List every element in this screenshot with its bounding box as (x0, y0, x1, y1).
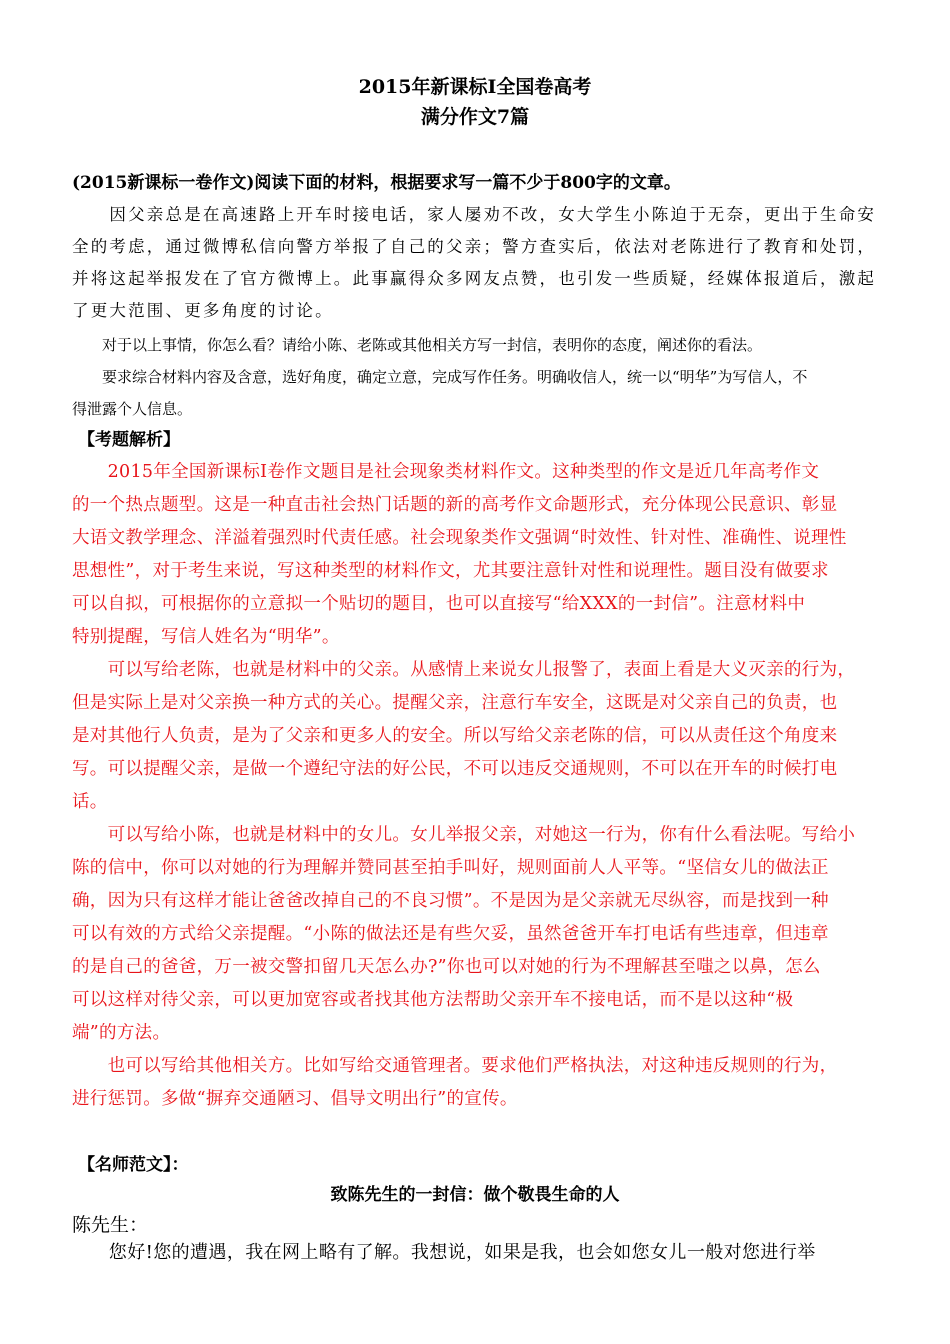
analysis-heading: 【考题解析】 (78, 430, 180, 450)
analysis-line: 写。可以提醒父亲，是做一个遵纪守法的好公民，不可以违反交通规则，不可以在开车的时候打电 (72, 759, 838, 779)
analysis-line: 话。 (72, 792, 108, 812)
analysis-line: 大语文教学理念、洋溢着强烈时代责任感。社会现象类作文强调“时效性、针对性、准确性、说理性 (72, 528, 847, 548)
essay-first-line: 您好!您的遭遇，我在网上略有了解。我想说，如果是我，也会如您女儿一般对您进行举 (72, 1242, 816, 1263)
prompt-question: 对于以上事情，你怎么看？请给小陈、老陈或其他相关方写一封信，表明你的态度，阐述你的看法。 (72, 336, 763, 354)
prompt-heading: (2015新课标一卷作文)阅读下面的材料，根据要求写一篇不少于800字的文章。 (72, 173, 681, 193)
prompt-requirement-line: 得泄露个人信息。 (72, 400, 193, 418)
prompt-requirement-line: 要求综合材料内容及含意，选好角度，确定立意，完成写作任务。明确收信人，统一以“明华”为写信人，不 (72, 368, 808, 386)
analysis-line: 的是自己的爸爸，万一被交警扣留几天怎么办?”你也可以对她的行为不理解甚至嗤之以鼻，怎么 (72, 957, 821, 977)
analysis-line: 但是实际上是对父亲换一种方式的关心。提醒父亲，注意行车安全，这既是对父亲自己的负责，也 (72, 693, 838, 713)
essay-heading: 【名师范文】： (78, 1155, 189, 1175)
analysis-line: 端”的方法。 (72, 1023, 171, 1043)
material-line: 了更大范围、更多角度的讨论。 (72, 301, 334, 320)
analysis-line: 思想性”，对于考生来说，写这种类型的材料作文，尤其要注意针对性和说理性。题目没有做要求 (72, 561, 829, 581)
document-title-line1: 2015年新课标I全国卷高考 (358, 76, 592, 98)
document-title-line2: 满分作文7篇 (420, 106, 530, 128)
analysis-line: 的一个热点题型。这是一种直击社会热门话题的新的高考作文命题形式，充分体现公民意识、彰显 (72, 495, 838, 515)
analysis-line: 可以这样对待父亲，可以更加宽容或者找其他方法帮助父亲开车不接电话，而不是以这种“极 (72, 990, 794, 1010)
analysis-line: 也可以写给其他相关方。比如写给交通管理者。要求他们严格执法，对这种违反规则的行为， (72, 1056, 838, 1076)
analysis-line: 可以写给小陈，也就是材料中的女儿。女儿举报父亲，对她这一行为，你有什么看法呢。写给小 (72, 825, 856, 845)
analysis-line: 2015年全国新课标I卷作文题目是社会现象类材料作文。这种类型的作文是近几年高考作文 (72, 462, 820, 482)
analysis-line: 是对其他行人负责，是为了父亲和更多人的安全。所以写给父亲老陈的信，可以从责任这个角度来 (72, 726, 838, 746)
material-line: 并将这起举报发在了官方微博上。此事赢得众多网友点赞，也引发一些质疑，经媒体报道后，激起 (72, 269, 877, 288)
material-line: 因父亲总是在高速路上开车时接电话，家人屡劝不改，女大学生小陈迫于无奈，更出于生命安 (72, 205, 877, 224)
essay-title: 致陈先生的一封信：做个敬畏生命的人 (330, 1185, 620, 1205)
analysis-line: 可以有效的方式给父亲提醒。“小陈的做法还是有些欠妥，虽然爸爸开车打电话有些违章，但违章 (72, 924, 829, 944)
analysis-line: 特别提醒，写信人姓名为“明华”。 (72, 627, 340, 647)
essay-salutation: 陈先生： (72, 1214, 149, 1236)
analysis-line: 确，因为只有这样才能让爸爸改掉自己的不良习惯”。不是因为是父亲就无尽纵容，而是找到一种 (72, 891, 829, 911)
analysis-line: 进行惩罚。多做“摒弃交通陋习、倡导文明出行”的宣传。 (72, 1089, 518, 1109)
analysis-line: 陈的信中，你可以对她的行为理解并赞同甚至拍手叫好，规则面前人人平等。“坚信女儿的做法正 (72, 858, 829, 878)
analysis-line: 可以写给老陈，也就是材料中的父亲。从感情上来说女儿报警了，表面上看是大义灭亲的行为， (72, 660, 856, 680)
material-line: 全的考虑，通过微博私信向警方举报了自己的父亲；警方查实后，依法对老陈进行了教育和处罚， (72, 237, 877, 256)
analysis-line: 可以自拟，可根据你的立意拟一个贴切的题目，也可以直接写“给XXX的一封信”。注意材料中 (72, 594, 806, 614)
